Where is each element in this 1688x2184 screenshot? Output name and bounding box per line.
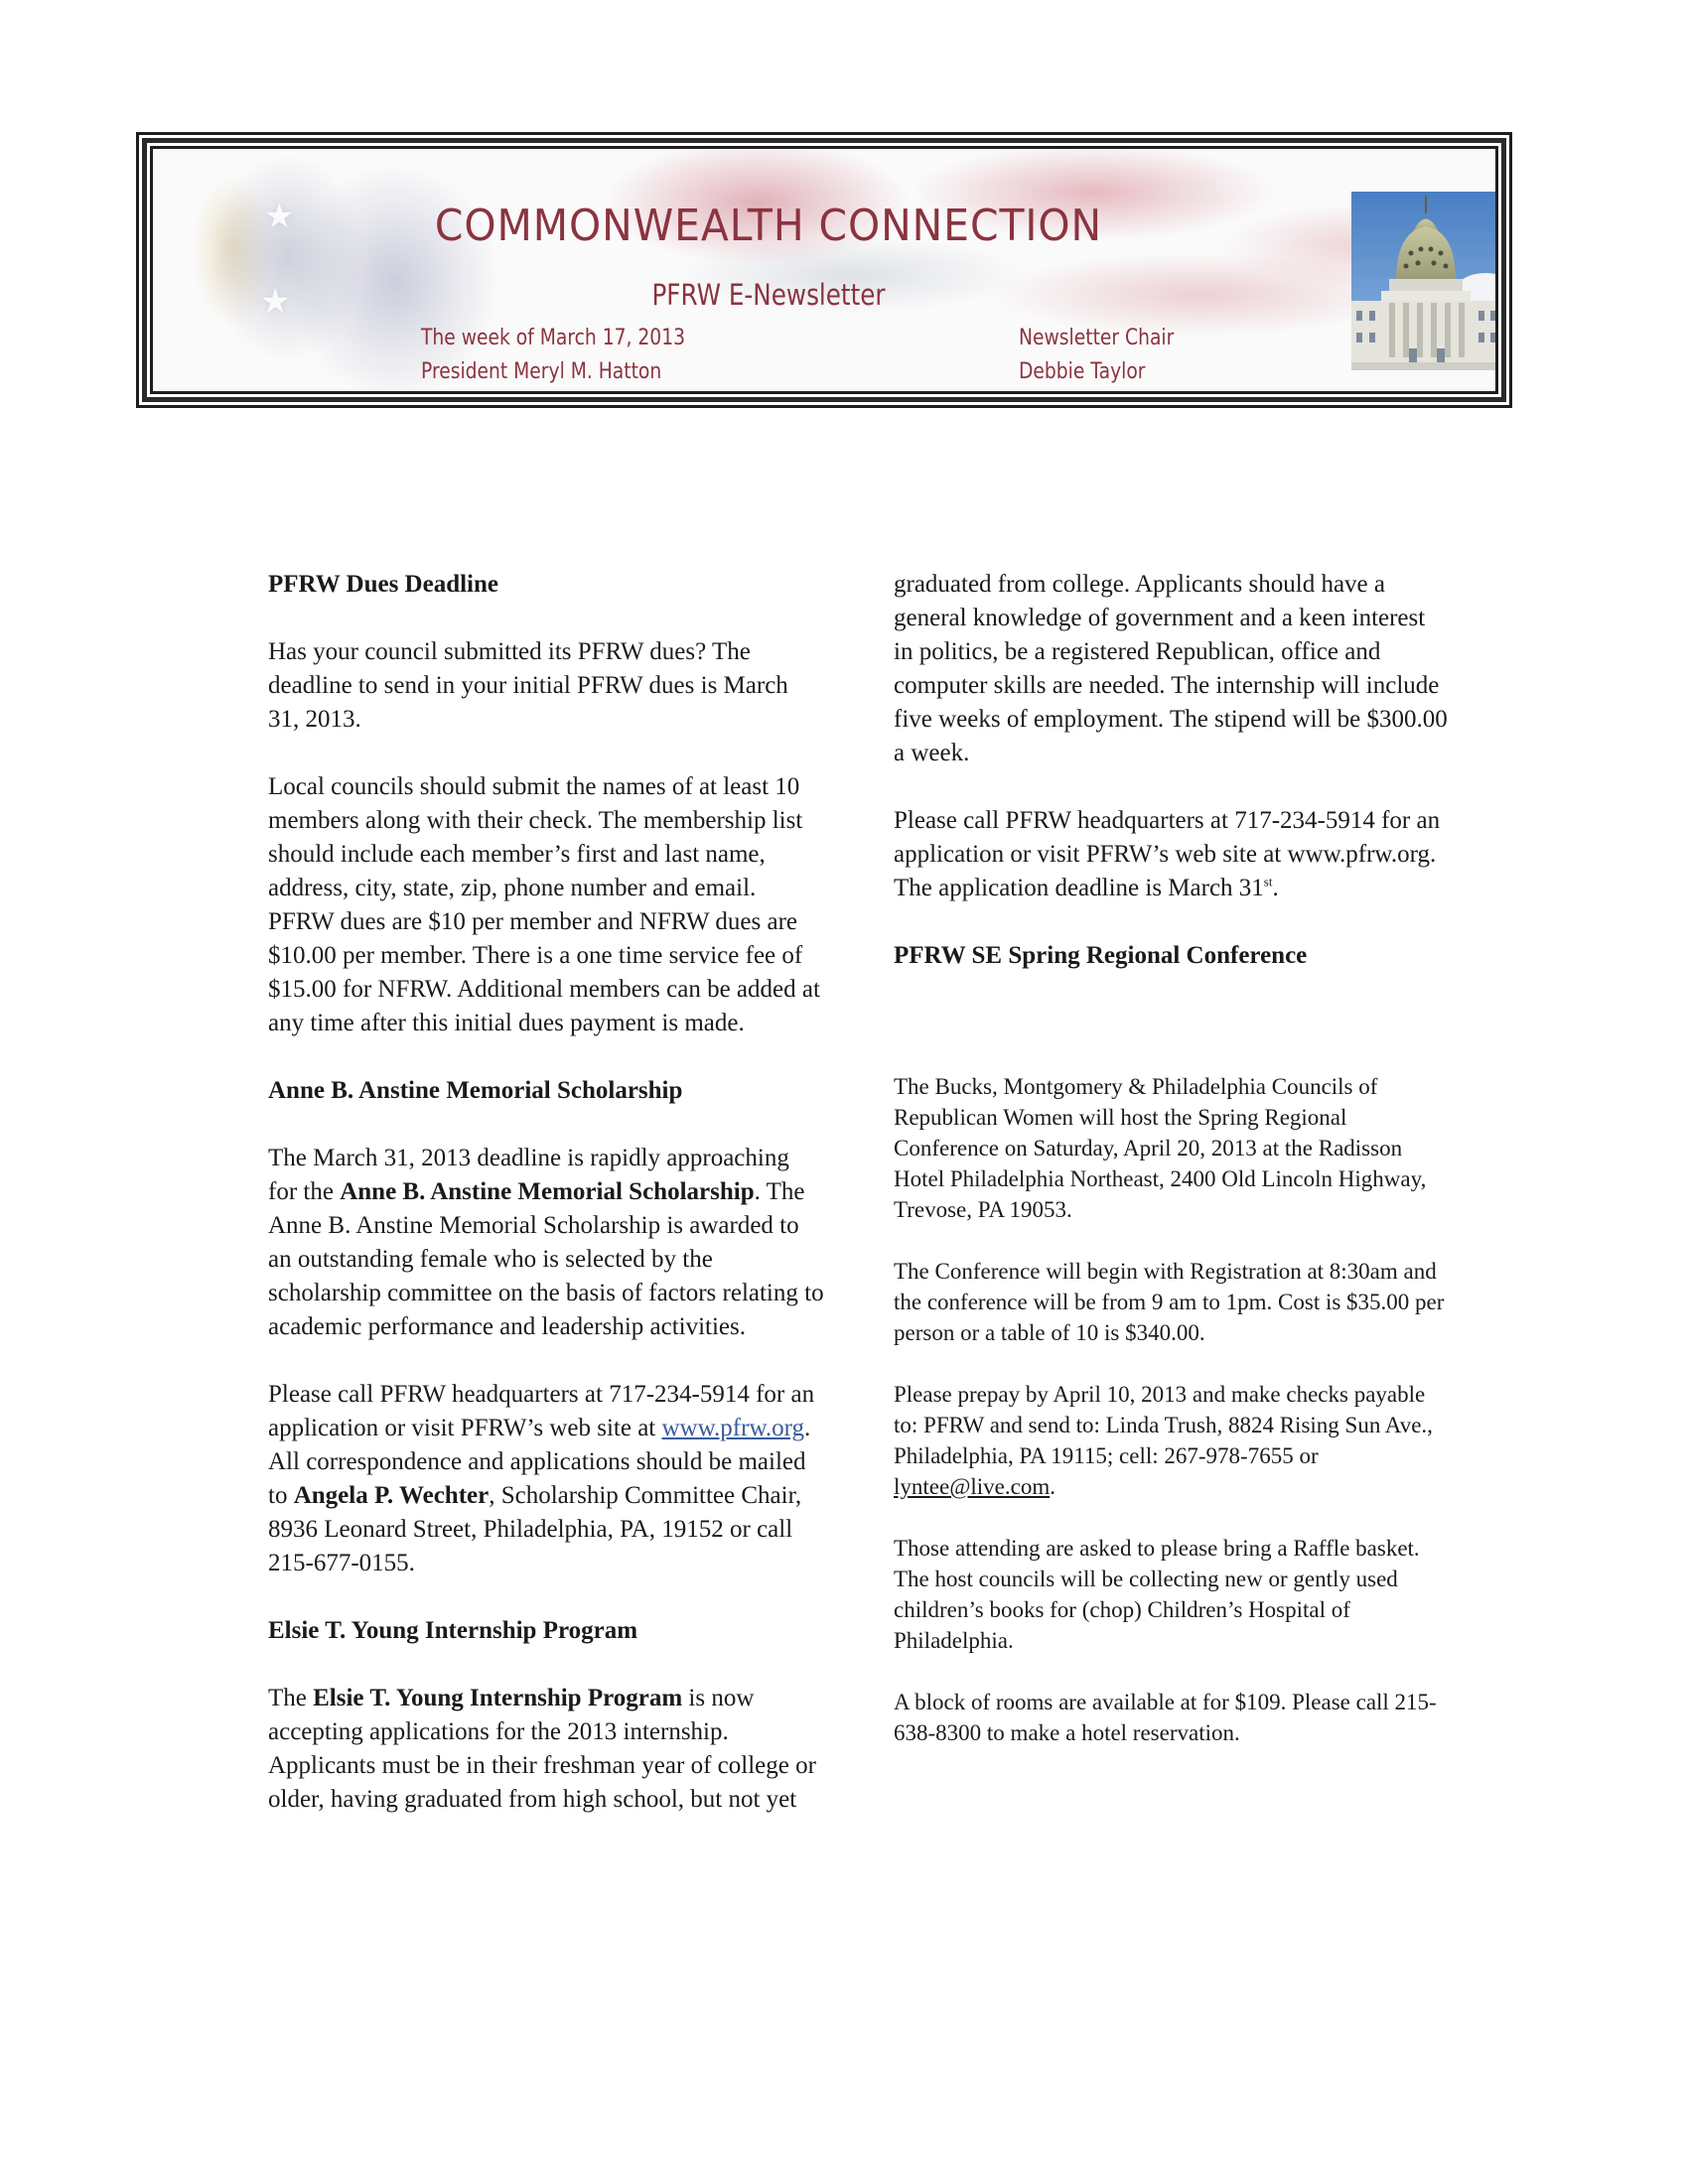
banner-content: [150, 146, 1498, 394]
banner-frame: [142, 138, 1506, 402]
committee-chair-name: Angela P. Wechter: [293, 1482, 490, 1509]
contact-email-link[interactable]: lyntee@live.com: [894, 1474, 1051, 1499]
dues-deadline-section: [268, 568, 824, 1040]
text-run: .: [1272, 875, 1279, 901]
text-run: The March 31, 2013 deadline is rapidly approaching for the: [268, 1145, 789, 1205]
dues-paragraph-1: Has your council submitted its PFRW dues? The deadline to send in your initial PFRW dues is March 31, 2013.: [268, 638, 788, 733]
text-run: . All correspondence and applications should be mailed to: [268, 1415, 811, 1509]
scholarship-name: Anne B. Anstine Memorial Scholarship: [340, 1178, 755, 1205]
text-run: The: [268, 1685, 314, 1711]
conference-paragraph-5: A block of rooms are available at for $109. Please call 215-638-8300 to make a hotel reservation.: [894, 1690, 1437, 1745]
section-heading: PFRW SE Spring Regional Conference: [894, 942, 1308, 969]
internship-paragraph-1: [268, 1682, 824, 1817]
dues-paragraph-2: Local councils should submit the names of at least 10 members along with their check. The membership list should include each member’s first and last name, address, city, state, zip, phone number and email. PFRW dues are $10 per member and NFRW dues are $10.00 per member. There is a one time service fee of $15.00 for NFRW. Additional members can be added at any time after this initial dues payment is made.: [268, 773, 820, 1036]
conference-paragraph-4: Those attending are asked to please bring a Raffle basket. The host councils will be collecting new or gently used children’s books for (chop) Children’s Hospital of Philadelphia.: [894, 1536, 1420, 1653]
left-column: [268, 568, 824, 1817]
section-heading: PFRW Dues Deadline: [268, 571, 498, 598]
conference-details: [894, 1071, 1450, 1748]
star-icon: ★: [264, 199, 295, 235]
text-run: Please call PFRW headquarters at 717-234-5914 for an application or visit PFRW’s web site at: [268, 1381, 815, 1441]
conference-section: [894, 939, 1450, 973]
internship-paragraph-2: graduated from college. Applicants should have a general knowledge of government and a keen interest in politics, be a registered Republican, office and computer skills are needed. The internship will include five weeks of employment. The stipend will be $300.00 a week.: [894, 571, 1448, 766]
issue-week: The week of March 17, 2013: [421, 326, 685, 350]
section-heading: Elsie T. Young Internship Program: [268, 1617, 638, 1644]
scholarship-paragraph-2: [268, 1378, 824, 1580]
pfrw-website-link[interactable]: www.pfrw.org: [661, 1415, 804, 1441]
newsletter-subtitle: PFRW E-Newsletter: [651, 278, 886, 312]
text-run: .: [1050, 1474, 1055, 1499]
text-run: , Scholarship Committee Chair, 8936 Leonard Street, Philadelphia, PA, 19152 or call 215-677-0155.: [268, 1482, 802, 1576]
text-run: Please prepay by April 10, 2013 and make checks payable to: PFRW and send to: Linda Trush, 8824 Rising Sun Ave., Philadelphia, PA 19115; cell: 267-978-7655 or: [894, 1382, 1433, 1468]
conference-paragraph-3: [894, 1379, 1450, 1502]
scholarship-section: [268, 1074, 824, 1580]
internship-paragraph-3: [894, 804, 1450, 905]
internship-section: [268, 1614, 824, 1817]
newsletter-chair-label: Newsletter Chair: [1019, 326, 1175, 350]
president-name: President Meryl M. Hatton: [421, 359, 662, 384]
text-run: Please call PFRW headquarters at 717-234-5914 for an application or visit PFRW’s web site at www.pfrw.org. The application deadline is March 31: [894, 807, 1441, 901]
conference-paragraph-2: The Conference will begin with Registration at 8:30am and the conference will be from 9 am to 1pm. Cost is $35.00 per person or a table of 10 is $340.00.: [894, 1259, 1445, 1345]
ordinal-suffix: st: [1263, 874, 1273, 889]
right-column: [894, 568, 1450, 973]
capitol-building-image: [1351, 192, 1498, 370]
star-icon: ★: [260, 284, 291, 321]
scholarship-paragraph-1: [268, 1142, 824, 1344]
flag-background-image: [153, 149, 1495, 391]
conference-paragraph-1: The Bucks, Montgomery & Philadelphia Councils of Republican Women will host the Spring Regional Conference on Saturday, April 20, 2013 at the Radisson Hotel Philadelphia Northeast, 2400 Old Lincoln Highway, Trevose, PA 19053.: [894, 1074, 1427, 1222]
text-run: is now accepting applications for the 2013 internship. Applicants must be in their freshman year of college or older, having graduated from high school, but not yet: [268, 1685, 816, 1813]
newsletter-chair-name: Debbie Taylor: [1019, 359, 1146, 384]
newsletter-title: COMMONWEALTH CONNECTION: [434, 201, 1103, 251]
newsletter-banner: [136, 132, 1512, 408]
internship-continued-section: [894, 568, 1450, 905]
text-run: . The Anne B. Anstine Memorial Scholarship is awarded to an outstanding female who is selected by the scholarship committee on the basis of factors relating to academic performance and leadership activities.: [268, 1178, 824, 1340]
internship-name: Elsie T. Young Internship Program: [313, 1685, 683, 1711]
section-heading: Anne B. Anstine Memorial Scholarship: [268, 1077, 683, 1104]
